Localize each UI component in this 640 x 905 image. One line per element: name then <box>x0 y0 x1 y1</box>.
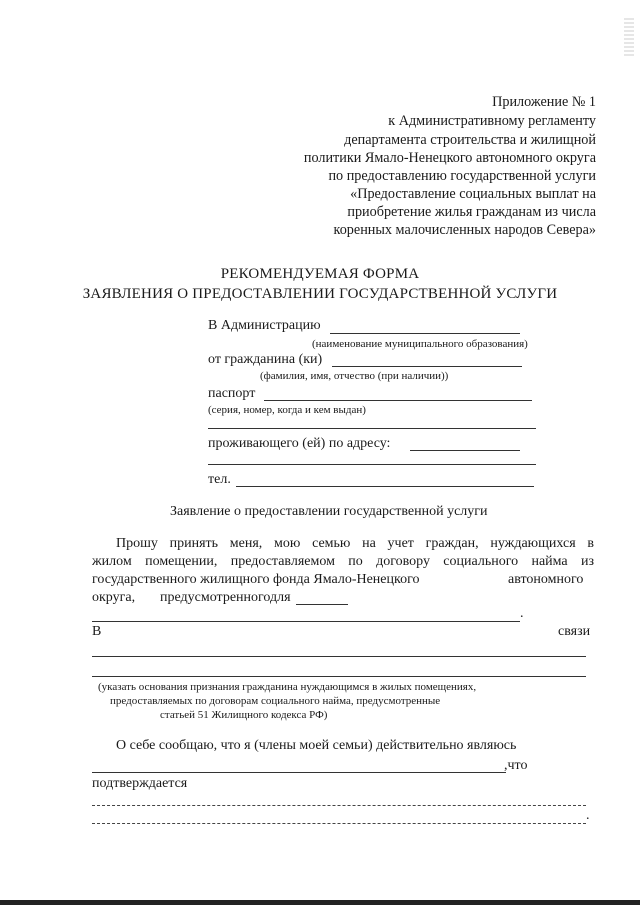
statement-heading: Заявление о предоставлении государственной услуги <box>170 504 488 519</box>
purpose-field-continued[interactable] <box>92 621 520 622</box>
form-title-line1: РЕКОМЕНДУЕМАЯ ФОРМА <box>220 266 420 282</box>
confirmation-field-line-1[interactable] <box>92 805 586 806</box>
phone-label: тел. <box>208 472 231 487</box>
appendix-line: к Административному регламенту <box>388 113 596 129</box>
appendix-line: приобретение жилья гражданам из числа <box>347 204 596 220</box>
passport-field[interactable] <box>264 400 532 401</box>
purpose-field[interactable] <box>296 604 348 605</box>
form-title-line2: ЗАЯВЛЕНИЯ О ПРЕДОСТАВЛЕНИИ ГОСУДАРСТВЕННОЙ УСЛУГИ <box>82 286 558 302</box>
basis-hint-3: статьей 51 Жилищного кодекса РФ) <box>160 709 328 721</box>
basis-field-line-2[interactable] <box>92 676 586 677</box>
appendix-line: политики Ямало-Ненецкого автономного округа <box>303 150 596 166</box>
passport-hint: (серия, номер, когда и кем выдан) <box>208 404 366 416</box>
appendix-line: по предоставлению государственной услуги <box>328 168 596 184</box>
passport-field-continued[interactable] <box>208 428 536 429</box>
paragraph-line-2: жилом помещении, предоставляемом по договору социального найма из <box>92 554 594 569</box>
chto-label: ,что <box>504 758 528 773</box>
paragraph-line-4-dlya: для <box>270 590 291 605</box>
citizen-name-field[interactable] <box>332 366 522 367</box>
basis-field-line-1[interactable] <box>92 656 586 657</box>
passport-label: паспорт <box>208 386 256 401</box>
address-field-continued[interactable] <box>208 464 536 465</box>
purpose-period: . <box>520 606 524 621</box>
svyazi-label: связи <box>558 624 591 639</box>
citizen-name-hint: (фамилия, имя, отчество (при наличии)) <box>260 370 449 382</box>
address-label: проживающего (ей) по адресу: <box>208 436 391 451</box>
appendix-line: департамента строительства и жилищной <box>344 132 596 148</box>
to-administration-label: В Администрацию <box>208 318 321 333</box>
municipality-hint: (наименование муниципального образования) <box>312 338 528 350</box>
paragraph-line-3-left: государственного жилищного фонда Ямало-Ненецкого <box>92 572 420 587</box>
basis-hint-2: предоставляемых по договорам социального найма, предусмотренные <box>110 695 441 707</box>
appendix-line: «Предоставление социальных выплат на <box>350 186 596 202</box>
municipality-field[interactable] <box>330 333 520 334</box>
paragraph-line-4-predusm: предусмотренного <box>160 590 271 605</box>
confirmed-label: подтверждается <box>92 776 188 791</box>
v-label: В <box>92 624 102 639</box>
address-field[interactable] <box>410 450 520 451</box>
confirmation-field-line-2[interactable] <box>92 823 586 824</box>
paragraph-line-4-okruga: округа, <box>92 590 136 605</box>
appendix-line: Приложение № 1 <box>492 94 596 110</box>
self-status-field[interactable] <box>92 772 506 773</box>
from-citizen-label: от гражданина (ки) <box>208 352 323 367</box>
scan-edge-artifact <box>624 18 634 58</box>
paragraph-line-3-right: автономного <box>508 572 584 587</box>
end-period: . <box>586 808 590 823</box>
scan-bottom-edge <box>0 900 640 905</box>
paragraph-line-1: Прошу принять меня, мою семью на учет граждан, нуждающихся в <box>116 536 594 551</box>
appendix-line: коренных малочисленных народов Севера» <box>333 222 596 238</box>
phone-field[interactable] <box>236 486 534 487</box>
self-statement: О себе сообщаю, что я (члены моей семьи) действительно являюсь <box>116 738 517 753</box>
basis-hint-1: (указать основания признания гражданина нуждающимся в жилых помещениях, <box>98 681 477 693</box>
